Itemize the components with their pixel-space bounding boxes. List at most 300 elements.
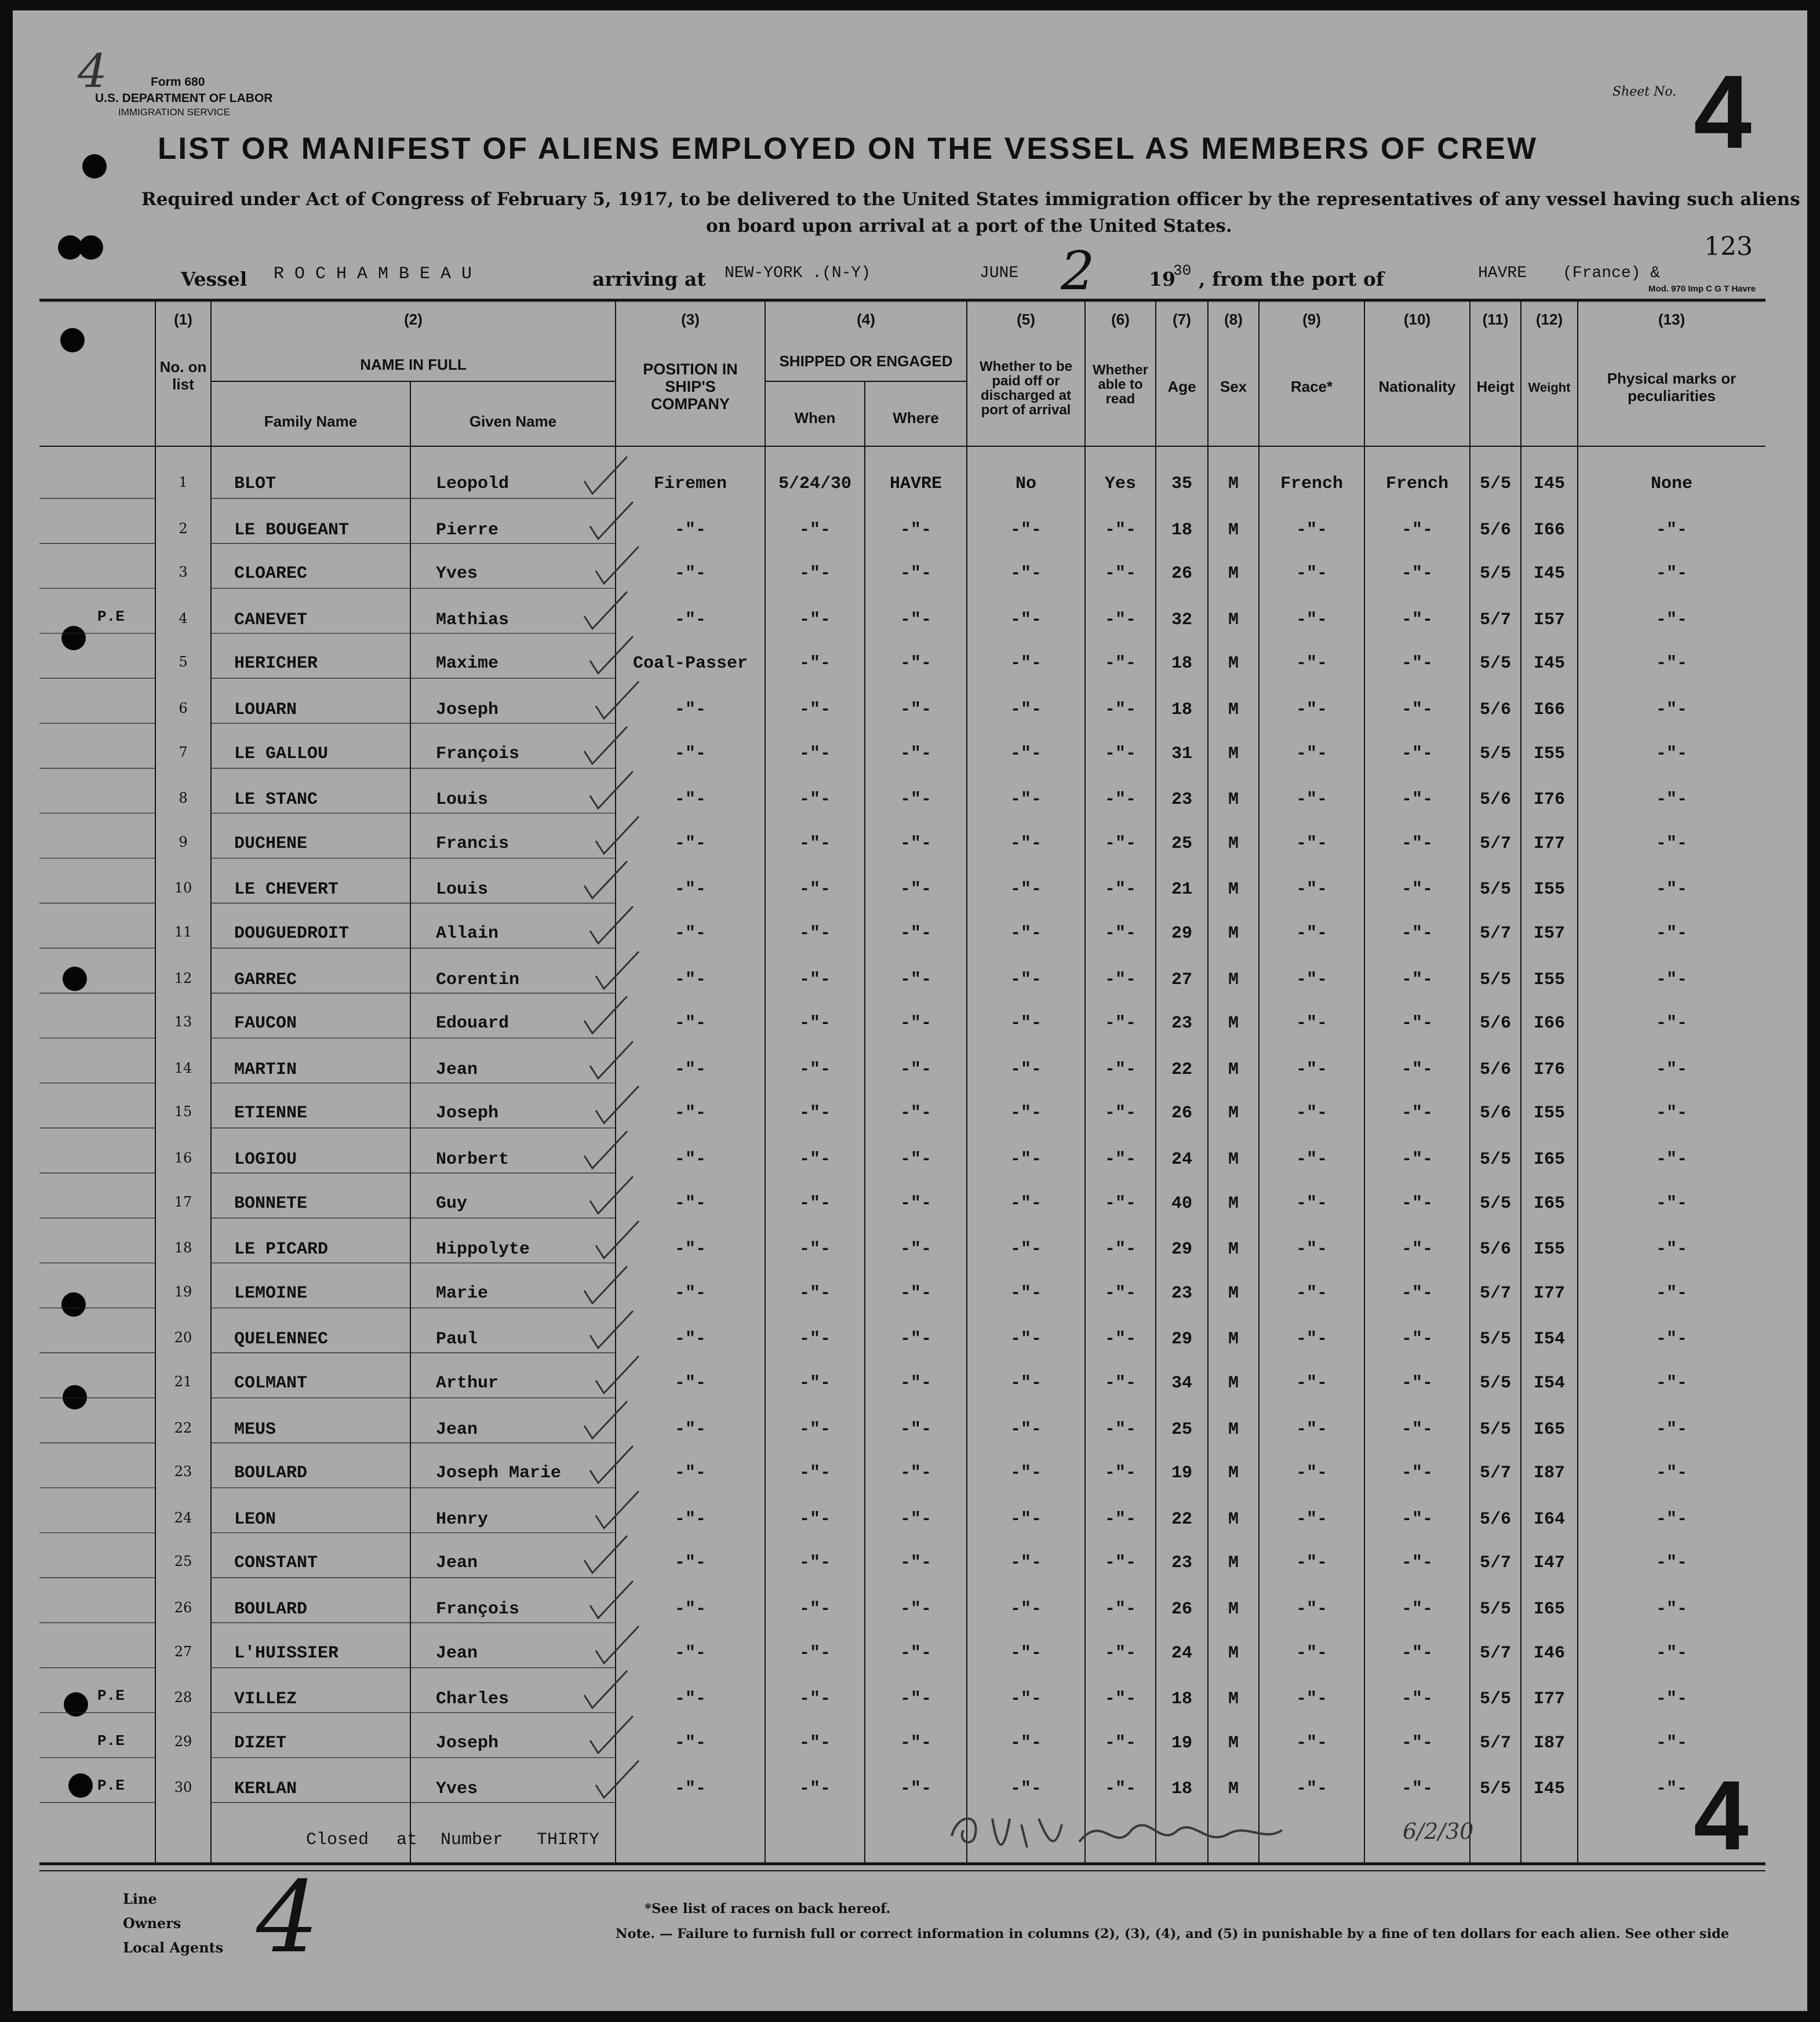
- age: 18: [1171, 700, 1192, 720]
- able-to-read: -"-: [1104, 1193, 1136, 1214]
- physical-marks: -"-: [1655, 1643, 1687, 1663]
- physical-marks: -"-: [1655, 1419, 1687, 1440]
- height: 5/7: [1479, 1283, 1511, 1303]
- race: -"-: [1295, 1193, 1327, 1214]
- col-13-header: Physical marks or peculiarities: [1607, 370, 1737, 405]
- sex: M: [1228, 790, 1239, 810]
- given-name: Jean: [436, 1059, 478, 1080]
- family-name: ETIENNE: [234, 1103, 308, 1124]
- footer-handwritten-mark: 4: [256, 1860, 319, 1975]
- vessel-label: Vessel: [181, 268, 247, 290]
- sex: M: [1228, 520, 1239, 540]
- paid-off: -"-: [1010, 700, 1042, 720]
- family-name: LOUARN: [234, 700, 297, 720]
- nationality: -"-: [1401, 654, 1433, 674]
- sex: M: [1228, 1779, 1239, 1799]
- nationality: -"-: [1401, 1600, 1433, 1619]
- age: 26: [1171, 1600, 1192, 1619]
- from-port: HAVRE: [1478, 264, 1527, 282]
- position: -"-: [674, 1283, 706, 1303]
- physical-marks: -"-: [1655, 1329, 1687, 1350]
- given-name: Pierre: [436, 520, 499, 540]
- weight: I65: [1533, 1150, 1565, 1170]
- race: -"-: [1295, 1600, 1327, 1619]
- height: 5/5: [1479, 564, 1511, 584]
- paid-off: -"-: [1010, 1600, 1042, 1619]
- check-mark: [591, 813, 643, 859]
- height: 5/7: [1479, 610, 1511, 630]
- row-remark: P.E: [97, 1777, 125, 1795]
- height: 5/7: [1479, 1553, 1511, 1573]
- weight: I45: [1533, 564, 1565, 584]
- weight: I55: [1533, 880, 1565, 900]
- col-1-header: No. on list: [159, 358, 207, 393]
- check-mark: [580, 858, 632, 904]
- able-to-read: -"-: [1104, 1419, 1136, 1440]
- race: -"-: [1295, 1059, 1327, 1080]
- height: 5/6: [1479, 1059, 1511, 1080]
- shipped-where: -"-: [900, 564, 931, 584]
- able-to-read: -"-: [1104, 1509, 1136, 1529]
- check-mark: [580, 993, 632, 1039]
- able-to-read: -"-: [1104, 564, 1136, 584]
- shipped-when: -"-: [799, 1689, 831, 1710]
- position: -"-: [674, 1689, 706, 1710]
- family-name: LEON: [234, 1509, 276, 1529]
- department: U.S. DEPARTMENT OF LABOR: [95, 92, 273, 105]
- age: 19: [1171, 1463, 1192, 1484]
- age: 29: [1171, 924, 1192, 943]
- given-name: Norbert: [436, 1150, 509, 1170]
- row-number: 24: [174, 1509, 192, 1526]
- weight: I55: [1533, 1240, 1565, 1260]
- able-to-read: -"-: [1104, 1014, 1136, 1034]
- check-mark: [580, 723, 632, 770]
- nationality: -"-: [1401, 1643, 1433, 1663]
- age: 23: [1171, 1553, 1192, 1573]
- race: -"-: [1295, 1329, 1327, 1350]
- row-number: 3: [179, 564, 188, 581]
- paid-off: -"-: [1010, 1283, 1042, 1303]
- shipped-when: -"-: [799, 1283, 831, 1303]
- col-10-number: (10): [1403, 311, 1431, 328]
- position: -"-: [674, 1193, 706, 1214]
- row-number: 21: [174, 1373, 192, 1390]
- col-8-number: (8): [1224, 311, 1243, 328]
- height: 5/7: [1479, 1643, 1511, 1663]
- physical-marks: -"-: [1655, 970, 1687, 990]
- signature-date: 6/2/30: [1403, 1819, 1474, 1844]
- shipped-where: -"-: [900, 700, 931, 720]
- shipped-when: -"-: [799, 1779, 831, 1799]
- able-to-read: -"-: [1104, 924, 1136, 943]
- family-name: QUELENNEC: [234, 1329, 329, 1350]
- able-to-read: -"-: [1104, 1283, 1136, 1303]
- col-5-header: Whether to be paid off or discharged at port of arrival: [980, 359, 1072, 418]
- weight: I77: [1533, 833, 1565, 854]
- age: 21: [1171, 880, 1192, 900]
- weight: I76: [1533, 790, 1565, 810]
- paid-off: No: [1015, 474, 1036, 494]
- family-name: VILLEZ: [234, 1689, 297, 1710]
- nationality: -"-: [1401, 1553, 1433, 1573]
- year-suffix: 30: [1173, 262, 1192, 279]
- shipped-where: -"-: [900, 1689, 931, 1710]
- check-mark: [591, 678, 643, 724]
- height: 5/5: [1479, 1373, 1511, 1393]
- given-name: Henry: [436, 1509, 489, 1529]
- age: 25: [1171, 833, 1192, 854]
- family-name: MEUS: [234, 1419, 276, 1440]
- check-mark: [591, 1757, 643, 1804]
- position: -"-: [674, 1014, 706, 1034]
- subtitle-line-1: Required under Act of Congress of February 5, 1917, to be delivered to the United States immigration officer by the representatives of any vessel having such aliens: [141, 189, 1800, 210]
- race: -"-: [1295, 1643, 1327, 1663]
- paid-off: -"-: [1010, 833, 1042, 854]
- able-to-read: -"-: [1104, 1553, 1136, 1573]
- paid-off: -"-: [1010, 1014, 1042, 1034]
- race: -"-: [1295, 520, 1327, 540]
- col-8-header: Sex: [1220, 378, 1247, 395]
- paid-off: -"-: [1010, 610, 1042, 630]
- shipped-when: -"-: [799, 880, 831, 900]
- race: -"-: [1295, 970, 1327, 990]
- check-mark: [591, 543, 643, 589]
- col-2-header: NAME IN FULL: [360, 356, 467, 373]
- race: -"-: [1295, 1103, 1327, 1124]
- where-header: Where: [893, 409, 939, 427]
- col-6-number: (6): [1111, 311, 1130, 328]
- row-number: 1: [179, 474, 188, 490]
- sex: M: [1228, 970, 1239, 990]
- vessel-name: R O C H A M B E A U: [274, 264, 472, 284]
- sex: M: [1228, 1553, 1239, 1573]
- row-number: 9: [179, 833, 188, 850]
- from-port-label: , from the port of: [1199, 268, 1385, 290]
- sex: M: [1228, 744, 1239, 764]
- family-name: HERICHER: [234, 654, 318, 674]
- family-name: LEMOINE: [234, 1283, 308, 1303]
- nationality: -"-: [1401, 700, 1433, 720]
- year-prefix: 19: [1149, 268, 1175, 290]
- check-mark: [580, 1128, 632, 1174]
- check-mark: [591, 1353, 643, 1399]
- height: 5/6: [1479, 1014, 1511, 1034]
- height: 5/5: [1479, 1329, 1511, 1350]
- shipped-when: -"-: [799, 1014, 831, 1034]
- physical-marks: -"-: [1655, 1509, 1687, 1529]
- race: -"-: [1295, 1240, 1327, 1260]
- sex: M: [1228, 1014, 1239, 1034]
- family-name: CLOAREC: [234, 564, 308, 584]
- race: -"-: [1295, 1509, 1327, 1529]
- shipped-where: -"-: [900, 610, 931, 630]
- given-name: Francis: [436, 833, 509, 854]
- nationality: -"-: [1401, 1463, 1433, 1484]
- height: 5/5: [1479, 1689, 1511, 1710]
- able-to-read: -"-: [1104, 1463, 1136, 1484]
- given-name: Jean: [436, 1419, 478, 1440]
- row-number: 26: [174, 1600, 192, 1616]
- col-7-header: Age: [1167, 378, 1196, 395]
- given-name: Joseph: [436, 700, 499, 720]
- footer-owners-label: Owners: [123, 1915, 181, 1932]
- col-1-number: (1): [174, 311, 192, 328]
- given-name: François: [436, 744, 520, 764]
- able-to-read: -"-: [1104, 880, 1136, 900]
- nationality: -"-: [1401, 1419, 1433, 1440]
- race: -"-: [1295, 700, 1327, 720]
- col-4-number: (4): [857, 311, 875, 328]
- age: 29: [1171, 1240, 1192, 1260]
- nationality: -"-: [1401, 880, 1433, 900]
- height: 5/5: [1479, 744, 1511, 764]
- closed-at-label: at: [396, 1830, 418, 1850]
- position: -"-: [674, 1103, 706, 1124]
- family-name: CANEVET: [234, 610, 308, 630]
- position: -"-: [674, 1150, 706, 1170]
- position: -"-: [674, 1509, 706, 1529]
- shipped-when: -"-: [799, 1193, 831, 1214]
- sex: M: [1228, 924, 1239, 943]
- paid-off: -"-: [1010, 924, 1042, 943]
- arrival-month: JUNE: [980, 264, 1019, 282]
- row-number: 30: [174, 1779, 192, 1796]
- nationality: -"-: [1401, 1193, 1433, 1214]
- shipped-where: -"-: [900, 1779, 931, 1799]
- physical-marks: -"-: [1655, 1779, 1687, 1799]
- col-5-number: (5): [1017, 311, 1035, 328]
- position: -"-: [674, 833, 706, 854]
- row-number: 2: [179, 520, 188, 537]
- shipped-when: -"-: [799, 1463, 831, 1484]
- able-to-read: -"-: [1104, 744, 1136, 764]
- height: 5/5: [1479, 654, 1511, 674]
- check-mark: [580, 1532, 632, 1579]
- shipped-when: -"-: [799, 1600, 831, 1619]
- col-9-header: Race*: [1290, 378, 1333, 395]
- footer-agents-label: Local Agents: [123, 1939, 224, 1956]
- shipped-where: -"-: [900, 1373, 931, 1393]
- position: -"-: [674, 1463, 706, 1484]
- position: -"-: [674, 744, 706, 764]
- height: 5/5: [1479, 1600, 1511, 1619]
- col-12-header: Weight: [1528, 380, 1571, 395]
- check-mark: [580, 1398, 632, 1444]
- height: 5/6: [1479, 700, 1511, 720]
- shipped-when: -"-: [799, 924, 831, 943]
- physical-marks: -"-: [1655, 520, 1687, 540]
- age: 23: [1171, 1014, 1192, 1034]
- sex: M: [1228, 654, 1239, 674]
- shipped-when: -"-: [799, 833, 831, 854]
- position: -"-: [674, 520, 706, 540]
- col-13-number: (13): [1658, 311, 1686, 328]
- race: -"-: [1295, 880, 1327, 900]
- col-12-number: (12): [1535, 311, 1563, 328]
- physical-marks: -"-: [1655, 700, 1687, 720]
- row-number: 16: [174, 1150, 192, 1166]
- position: -"-: [674, 1059, 706, 1080]
- family-name: CONSTANT: [234, 1553, 318, 1573]
- age: 26: [1171, 564, 1192, 584]
- race: -"-: [1295, 1419, 1327, 1440]
- shipped-where: -"-: [900, 1509, 931, 1529]
- paid-off: -"-: [1010, 1059, 1042, 1080]
- check-mark: [591, 1083, 643, 1129]
- able-to-read: -"-: [1104, 1600, 1136, 1619]
- weight: I64: [1533, 1509, 1565, 1529]
- sex: M: [1228, 1509, 1239, 1529]
- nationality: -"-: [1401, 1733, 1433, 1753]
- shipped-where: -"-: [900, 744, 931, 764]
- row-number: 5: [179, 654, 188, 671]
- family-name: DIZET: [234, 1733, 287, 1753]
- paid-off: -"-: [1010, 1643, 1042, 1663]
- sex: M: [1228, 1733, 1239, 1753]
- weight: I45: [1533, 1779, 1565, 1799]
- age: 32: [1171, 610, 1192, 630]
- age: 35: [1171, 474, 1192, 494]
- position: -"-: [674, 1373, 706, 1393]
- given-name: Corentin: [436, 970, 520, 990]
- family-name: LE BOUGEANT: [234, 520, 350, 540]
- age: 27: [1171, 970, 1192, 990]
- position: -"-: [674, 924, 706, 943]
- able-to-read: -"-: [1104, 700, 1136, 720]
- race: -"-: [1295, 833, 1327, 854]
- sex: M: [1228, 833, 1239, 854]
- able-to-read: -"-: [1104, 654, 1136, 674]
- shipped-when: -"-: [799, 564, 831, 584]
- shipped-where: -"-: [900, 1150, 931, 1170]
- physical-marks: -"-: [1655, 1014, 1687, 1034]
- weight: I55: [1533, 970, 1565, 990]
- shipped-where: -"-: [900, 1193, 931, 1214]
- position: -"-: [674, 1329, 706, 1350]
- family-name-header: Family Name: [264, 413, 358, 430]
- weight: I66: [1533, 700, 1565, 720]
- family-name: BONNETE: [234, 1193, 308, 1214]
- nationality: -"-: [1401, 520, 1433, 540]
- able-to-read: -"-: [1104, 1150, 1136, 1170]
- row-number: 12: [174, 970, 192, 986]
- race: -"-: [1295, 744, 1327, 764]
- nationality: -"-: [1401, 1059, 1433, 1080]
- shipped-where: -"-: [900, 1600, 931, 1619]
- paid-off: -"-: [1010, 1240, 1042, 1260]
- weight: I57: [1533, 610, 1565, 630]
- able-to-read: -"-: [1104, 1059, 1136, 1080]
- physical-marks: -"-: [1655, 744, 1687, 764]
- closed-label: Closed: [306, 1830, 369, 1850]
- sex: M: [1228, 1643, 1239, 1663]
- check-mark: [591, 948, 643, 994]
- row-remark: P.E: [97, 607, 125, 625]
- family-name: KERLAN: [234, 1779, 297, 1799]
- age: 19: [1171, 1733, 1192, 1753]
- sex: M: [1228, 1150, 1239, 1170]
- sex: M: [1228, 1419, 1239, 1440]
- row-number: 23: [174, 1463, 192, 1480]
- able-to-read: Yes: [1104, 474, 1136, 494]
- given-name: Yves: [436, 564, 478, 584]
- paid-off: -"-: [1010, 1463, 1042, 1484]
- height: 5/7: [1479, 1733, 1511, 1753]
- shipped-where: -"-: [900, 520, 931, 540]
- arriving-label: arriving at: [592, 268, 706, 290]
- shipped-where: -"-: [900, 1553, 931, 1573]
- physical-marks: -"-: [1655, 610, 1687, 630]
- family-name: BOULARD: [234, 1463, 308, 1484]
- corner-mark: 4: [78, 44, 107, 98]
- race: -"-: [1295, 1463, 1327, 1484]
- age: 24: [1171, 1643, 1192, 1663]
- paid-off: -"-: [1010, 744, 1042, 764]
- weight: I66: [1533, 520, 1565, 540]
- age: 22: [1171, 1059, 1192, 1080]
- row-number: 8: [179, 790, 188, 807]
- shipped-when: -"-: [799, 1419, 831, 1440]
- paid-off: -"-: [1010, 1103, 1042, 1124]
- manifest-sheet: [13, 10, 1807, 2011]
- col-2-number: (2): [404, 311, 423, 328]
- shipped-where: -"-: [900, 1014, 931, 1034]
- number-label: Number: [441, 1830, 504, 1850]
- height: 5/5: [1479, 1779, 1511, 1799]
- given-name: Yves: [436, 1779, 478, 1799]
- weight: I57: [1533, 924, 1565, 943]
- weight: I87: [1533, 1733, 1565, 1753]
- shipped-where: -"-: [900, 1240, 931, 1260]
- race: -"-: [1295, 1150, 1327, 1170]
- physical-marks: -"-: [1655, 654, 1687, 674]
- weight: I45: [1533, 654, 1565, 674]
- physical-marks: -"-: [1655, 790, 1687, 810]
- race: -"-: [1295, 1553, 1327, 1573]
- physical-marks: None: [1650, 474, 1692, 494]
- sex: M: [1228, 1600, 1239, 1619]
- nationality: -"-: [1401, 833, 1433, 854]
- height: 5/6: [1479, 790, 1511, 810]
- sex: M: [1228, 474, 1239, 494]
- page-reference: 123: [1704, 232, 1753, 261]
- family-name: LE CHEVERT: [234, 880, 339, 900]
- family-name: LE PICARD: [234, 1240, 329, 1260]
- age: 29: [1171, 1329, 1192, 1350]
- given-name: Leopold: [436, 474, 509, 494]
- family-name: GARREC: [234, 970, 297, 990]
- check-mark: [585, 1173, 638, 1219]
- paid-off: -"-: [1010, 970, 1042, 990]
- col-3-number: (3): [681, 311, 700, 328]
- service: IMMIGRATION SERVICE: [118, 107, 231, 118]
- sex: M: [1228, 1103, 1239, 1124]
- height: 5/5: [1479, 1193, 1511, 1214]
- given-name: Marie: [436, 1283, 489, 1303]
- penalty-note: Note. — Failure to furnish full or correct information in columns (2), (3), (4), and (5) in punishable by a fine of ten dollars for each alien. See other side: [616, 1926, 1730, 1941]
- family-name: MARTIN: [234, 1059, 297, 1080]
- race: -"-: [1295, 564, 1327, 584]
- physical-marks: -"-: [1655, 1733, 1687, 1753]
- shipped-where: -"-: [900, 1419, 931, 1440]
- paid-off: -"-: [1010, 1373, 1042, 1393]
- position: -"-: [674, 1643, 706, 1663]
- nationality: -"-: [1401, 610, 1433, 630]
- check-mark: [585, 498, 638, 545]
- sex: M: [1228, 1329, 1239, 1350]
- age: 23: [1171, 790, 1192, 810]
